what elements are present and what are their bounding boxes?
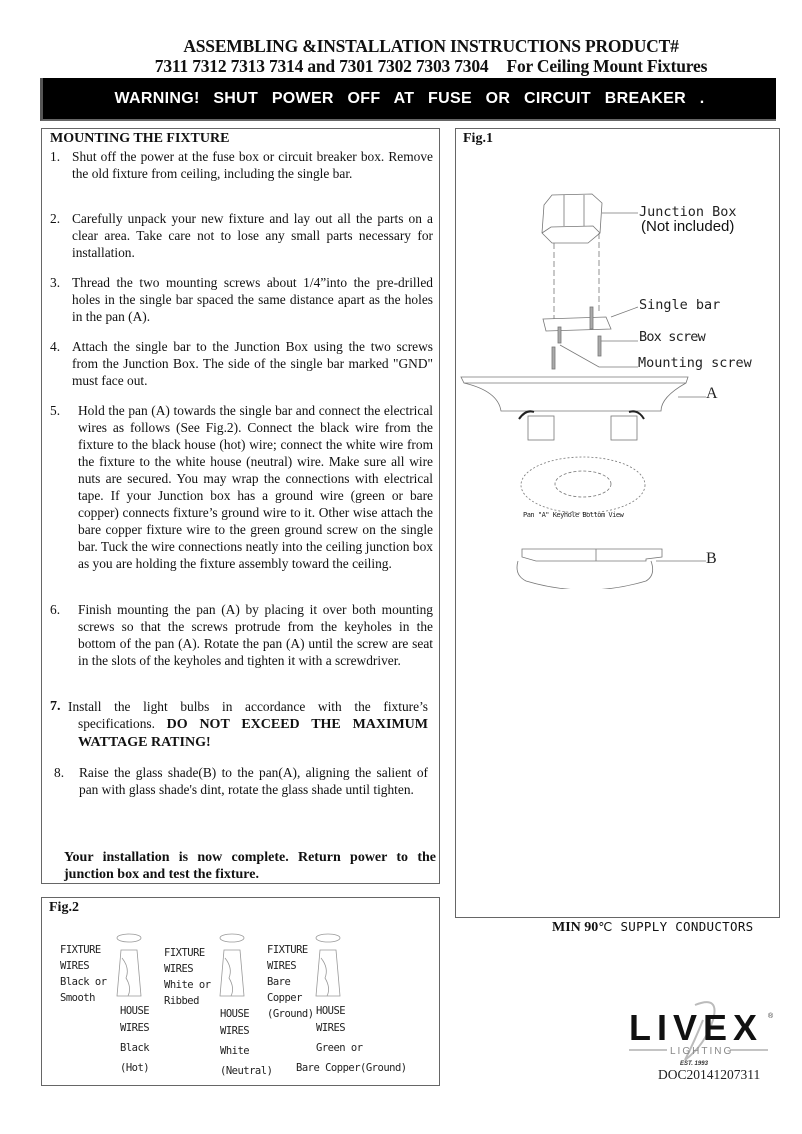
logo-mark-icon (625, 1000, 775, 1070)
house-wires-black: HOUSE WIRES Black (Hot) (120, 1005, 150, 1074)
warning-banner: WARNING! SHUT POWER OFF AT FUSE OR CIRCUIT BREAKER . (40, 78, 776, 121)
mounting-instructions (41, 128, 440, 884)
supply-conductor-rating: MIN 90℃ SUPPLY CONDUCTORS (552, 919, 754, 935)
step-3: 3. Thread the two mounting screws about 1/4”into the pre-drilled holes in the single bar spaced the same distance apart as the holes in the pan (A). (50, 275, 433, 324)
step-2: 2. Carefully unpack your new fixture and lay out all the parts on a clear area. Take care not to lose any small parts necessary for installation. (50, 211, 433, 260)
fixture-wires-ground: FIXTURE WIRES Bare Copper (Ground) (267, 944, 314, 1020)
single-bar-callout: Single bar (639, 297, 721, 313)
figure-1 (455, 128, 780, 918)
fixture-wires-white: FIXTURE WIRES White or Ribbed (164, 947, 211, 1007)
step-6: 6. Finish mounting the pan (A) by placing it over both mounting screws so that the screws protrude from the keyholes in the bottom of the pan (A). Rotate the pan (A) until the screw are seat in the slots of the keyholes and tighten it with a screwdriver. (50, 602, 433, 668)
document-title: ASSEMBLING &INSTALLATION INSTRUCTIONS PRODUCT# (183, 36, 679, 56)
livex-logo (625, 1000, 775, 1070)
keyhole-caption: Pan "A" Keyhole Bottom View (523, 511, 624, 519)
house-wires-ground: HOUSE WIRES Green or Bare Copper(Ground) (296, 1005, 407, 1074)
figure-1-label: Fig.1 (463, 131, 493, 146)
completion-note: Your installation is now complete. Return power to the junction box and test the fixture. (64, 850, 436, 882)
not-included-note: (Not included) (641, 218, 735, 235)
mounting-screw-callout: Mounting screw (638, 355, 752, 371)
pan-a-label: A (706, 385, 718, 402)
fixture-type: For Ceiling Mount Fixtures (506, 56, 708, 76)
step-8: 8. Raise the glass shade(B) to the pan(A), aligning the salient of pan with glass shade's dint, rotate the glass shade until tighten. (54, 765, 428, 797)
product-numbers: 7311 7312 7313 7314 and 7301 7302 7303 7304 (154, 56, 489, 76)
figure-2-wiring (41, 897, 440, 1086)
svg-text:LIVEX: LIVEX (629, 1007, 764, 1048)
step-5: 5. Hold the pan (A) towards the single bar and connect the electrical wires as follows (See Fig.2). Connect the black wire from the fixture to the black house (hot) wire; connect the white wire from the fixture to the white house (neutral) wire. Make sure all wire nuts are secured. You may wrap the connections with electrical tape. If your Junction box has a ground wire (green or bare copper) connects fixture’s ground wire to it. Other wise attach the bare copper fixture wire to the green ground screw on the single bar. Tuck the wire connections neatly into the ceiling junction box as you are holding the fixture assembly toward the ceiling. (50, 403, 433, 571)
wattage-warning: DO NOT EXCEED THE MAXIMUM WATTAGE RATING! (78, 717, 428, 750)
step-4: 4. Attach the single bar to the Junction Box using the two screws from the Junction Box. The side of the single bar marked "GND" must face out. (50, 339, 433, 388)
step-1: 1. Shut off the power at the fuse box or circuit breaker box. Remove the old fixture from ceiling, including the single bar. (50, 149, 433, 181)
document-number: DOC20141207311 (658, 1067, 761, 1082)
figure-2-label: Fig.2 (49, 900, 79, 915)
step-7: 7. Install the light bulbs in accordance with the fixture’s specifications. DO NOT EXCEED THE MAXIMUM WATTAGE RATING! (50, 699, 428, 750)
house-wires-white: HOUSE WIRES White (Neutral) (220, 1008, 273, 1077)
svg-text:®: ® (768, 1013, 774, 1020)
svg-text:EST. 1993: EST. 1993 (680, 1061, 708, 1067)
product-numbers-line (30, 56, 802, 77)
box-screw-callout: Box screw (639, 329, 705, 345)
junction-box-callout: Junction Box (639, 204, 737, 220)
section-title: MOUNTING THE FIXTURE (50, 131, 230, 146)
shade-b-label: B (706, 550, 717, 567)
fixture-wires-black: FIXTURE WIRES Black or Smooth (60, 944, 107, 1004)
svg-text:LIGHTING: LIGHTING (670, 1046, 734, 1057)
